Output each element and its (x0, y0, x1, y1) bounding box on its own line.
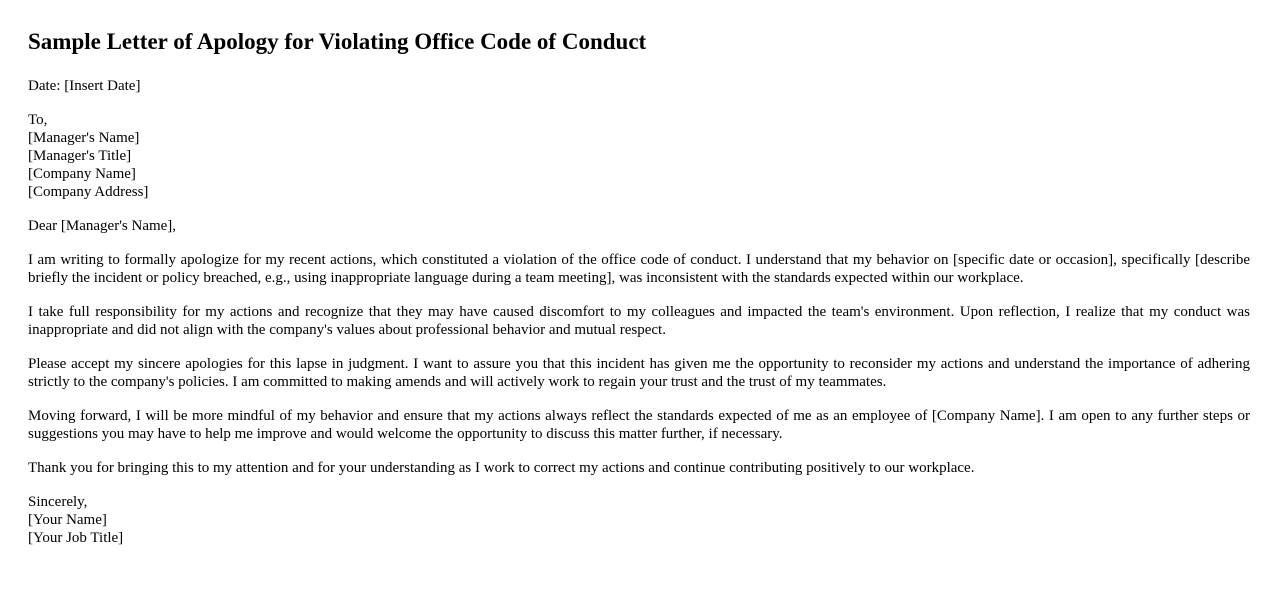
recipient-company: [Company Name] (28, 166, 136, 182)
closing-sign-off: Sincerely, (28, 494, 88, 510)
body-paragraph-1: I am writing to formally apologize for my recent actions, which constituted a violation of the office code of conduct. I understand that my behavior on [specific date or occasion], specifically [describe briefly the incident or policy breached, e.g., using inappropriate language during a team meeting], was inconsistent with the standards expected within our workplace. (28, 252, 1250, 286)
body-paragraph-3: Please accept my sincere apologies for this lapse in judgment. I want to assure you that this incident has given me the opportunity to reconsider my actions and understand the importance of adhering strictly to the company's policies. I am committed to making amends and will actively work to regain your trust and the trust of my teammates. (28, 356, 1250, 390)
closing-name: [Your Name] (28, 512, 107, 528)
recipient-name: [Manager's Name] (28, 130, 140, 146)
page-title: Sample Letter of Apology for Violating Office Code of Conduct (28, 29, 647, 54)
salutation: Dear [Manager's Name], (28, 218, 177, 234)
body-paragraph-4: Moving forward, I will be more mindful of my behavior and ensure that my actions always reflect the standards expected of me as an employee of [Company Name]. I am open to any further steps or suggestions you may have to help me improve and would welcome the opportunity to discuss this matter further, if necessary. (28, 408, 1250, 442)
recipient-title: [Manager's Title] (28, 148, 132, 164)
body-paragraph-2: I take full responsibility for my actions and recognize that they may have caused discomfort to my colleagues and impacted the team's environment. Upon reflection, I realize that my conduct was inappropriate and did not align with the company's values about professional behavior and mutual respect. (28, 304, 1250, 338)
body-paragraph-5: Thank you for bringing this to my attention and for your understanding as I work to correct my actions and continue contributing positively to our workplace. (28, 460, 975, 476)
recipient-to: To, (28, 112, 48, 128)
closing-block (28, 493, 1250, 547)
recipient-block (28, 111, 1250, 201)
date-line: Date: [Insert Date] (28, 78, 141, 94)
recipient-address: [Company Address] (28, 184, 149, 200)
closing-job-title: [Your Job Title] (28, 530, 124, 546)
